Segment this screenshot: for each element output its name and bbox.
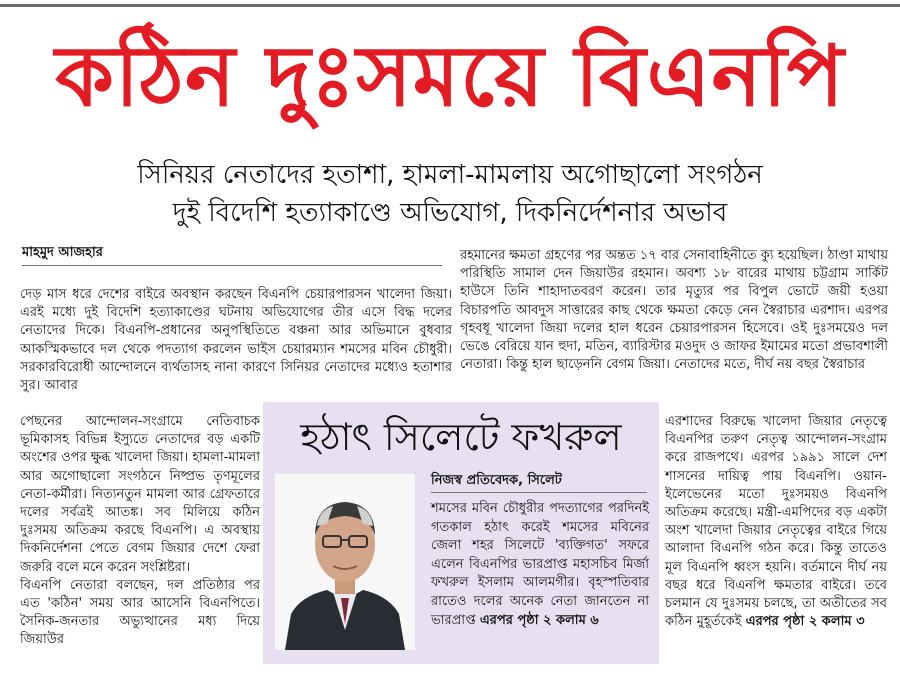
- story-paragraph: [665, 413, 887, 631]
- byline: মাহমুদ আজহার: [22, 245, 103, 260]
- inset-paragraph-text: শমসের মবিন চৌধুরীর পদত্যাগের পরদিনই গতকাল হঠাৎ করেই শমসের মবিনের জেলা শহর সিলেটে 'ব্যক্তিগত' সফরে এলেন বিএনপির ভারপ্রাপ্ত মহাসচিব মির্জা ফখরুল ইসলাম আলমগীর। বৃহস্পতিবার রাতেও দলের অনেক নেতা জানতেন না ভারপ্রাপ্ত: [431, 501, 649, 628]
- inset-story-byline: নিজস্ব প্রতিবেদক, সিলেট: [431, 473, 562, 488]
- story-paragraph-text: এরশাদের বিরুদ্ধে খালেদা জিয়ার নেতৃত্বে বিএনপির তরুণ নেতৃত্ব আন্দোলন-সংগ্রাম করে রাজপথে। এরপর ১৯৯১ সালে দেশ শাসনের দায়িত্ব পায় বিএনপি। ওয়ান-ইলেভেনের মতো দুঃসময়ও বিএনপি অতিক্রম করেছে। মন্ত্রী-এমপিদের বড় একটা অংশ খালেদা জিয়ার নেতৃত্বের বাইরে গিয়ে আলাদা বিএনপি গঠন করে। কিন্তু তাতেও মূল বিএনপি ধ্বংস হয়নি। বর্তমানে দীর্ঘ নয় বছর ধরে বিএনপি ক্ষমতার বাইরে। তবে চলমান যে দুঃসময় চলছে, তা অতীতের সব কঠিন মুহূর্তকেই: [665, 414, 887, 630]
- story-paragraph: রহমানের ক্ষমতা গ্রহণের পর অন্তত ১৭ বার সেনাবাহিনীতে ক্যু হয়েছিল। ঠাণ্ডা মাথায় পরিস্থিতি সামাল দেন জিয়াউর রহমান। অবশ্য ১৮ বারের মাথায় চট্টগ্রাম সার্কিট হাউসে তিনি শাহাদাতবরণ করেন। তার মৃত্যুর পর বিপুল ভোটে জয়ী হওয়া বিচারপতি আবদুস সাত্তারের কাছ থেকে ক্ষমতা কেড়ে নেন স্বৈরাচার এরশাদ। এরপর গৃহবধূ খালেদা জিয়া দলের হাল ধরেন চেয়ারপারসন হিসেবে। ওই দুঃসময়েও দল ভেঙে বেরিয়ে যান হুদা, মতিন, ব্যারিস্টার মওদুদ ও জাফর ইমামের মতো প্রভাবশালী নেতারা। কিন্তু হাল ছাড়েননি বেগম জিয়া। নেতাদের মতে, দীর্ঘ নয় বছর স্বৈরাচার: [460, 248, 888, 373]
- inset-continued-link[interactable]: এরপর পৃষ্ঠা ২ কলাম ৬: [479, 612, 599, 628]
- portrait-image: [275, 474, 415, 650]
- subheadline-2: দুই বিদেশি হত্যাকাণ্ডে অভিযোগ, দিকনির্দেশনার অভাব: [172, 198, 728, 228]
- story-paragraph: পেছনের আন্দোলন-সংগ্রামে নেতিবাচক ভূমিকাসহ বিভিন্ন ইস্যুতে নেতাদের বড় একটি অংশের ওপর ক্ষুব্ধ খালেদা জিয়া। হামলা-মামলা আর অগোছালো সংগঠনে নিষ্প্রভ তৃণমূলের নেতা-কর্মীরা। নিত্যনতুন মামলা আর গ্রেফতারে দলের সর্বত্রই আতঙ্ক। সব মিলিয়ে কঠিন দুঃসময় অতিক্রম করছে বিএনপি। এ অবস্থায় দিকনির্দেশনা পেতে বেগম জিয়ার দেশে ফেরা জরুরি বলে মনে করেন সংশ্লিষ্টরা।: [20, 414, 260, 575]
- story-column-left-bottom: [20, 413, 260, 650]
- story-paragraph: দেড় মাস ধরে দেশের বাইরে অবস্থান করছেন বিএনপি চেয়ারপারসন খালেদা জিয়া। এরই মধ্যে দুই বিদেশি হত্যাকাণ্ডের ঘটনায় অভিযোগের তীর এসে বিদ্ধ দলের নেতাদের দিকে। বিএনপি-প্রধানের অনুপস্থিতিতে বঞ্চনা আর অভিমানে বুধবার আকস্মিকভাবে দল থেকে পদত্যাগ করলেন ভাইস চেয়ারম্যান শমসের মবিন চৌধুরী। সরকারবিরোধী আন্দোলনে ব্যর্থতাসহ নানা কারণে সিনিয়র নেতাদের মধ্যেও হতাশার সুর। আবার: [20, 287, 452, 394]
- story-column-left-top: [20, 286, 452, 395]
- inset-byline-rule: [431, 492, 647, 493]
- inset-story-body: [431, 500, 649, 630]
- story-column-right-top: [460, 247, 888, 374]
- inset-story-box: [263, 402, 659, 664]
- inset-story-title: হঠাৎ সিলেটে ফখরুল: [300, 415, 622, 459]
- byline-rule: [22, 265, 442, 266]
- inset-paragraph: [431, 500, 649, 630]
- main-headline: কঠিন দুঃসময়ে বিএনপি: [55, 27, 845, 125]
- story-paragraph: বিএনপি নেতারা বলছেন, দল প্রতিষ্ঠার পর এত 'কঠিন' সময় আর আসেনি বিএনপিতে। সৈনিক-জনতার অভ্যুত্থানের মধ্য দিয়ে জিয়াউর: [20, 577, 260, 648]
- portrait-photo: [275, 474, 415, 650]
- story-column-right-bottom: [665, 413, 887, 631]
- continued-link[interactable]: এরপর পৃষ্ঠা ২ কলাম ৩: [745, 614, 865, 630]
- subheadline-1: সিনিয়র নেতাদের হতাশা, হামলা-মামলায় অগোছালো সংগঠন: [137, 160, 763, 190]
- top-rule: [0, 4, 900, 7]
